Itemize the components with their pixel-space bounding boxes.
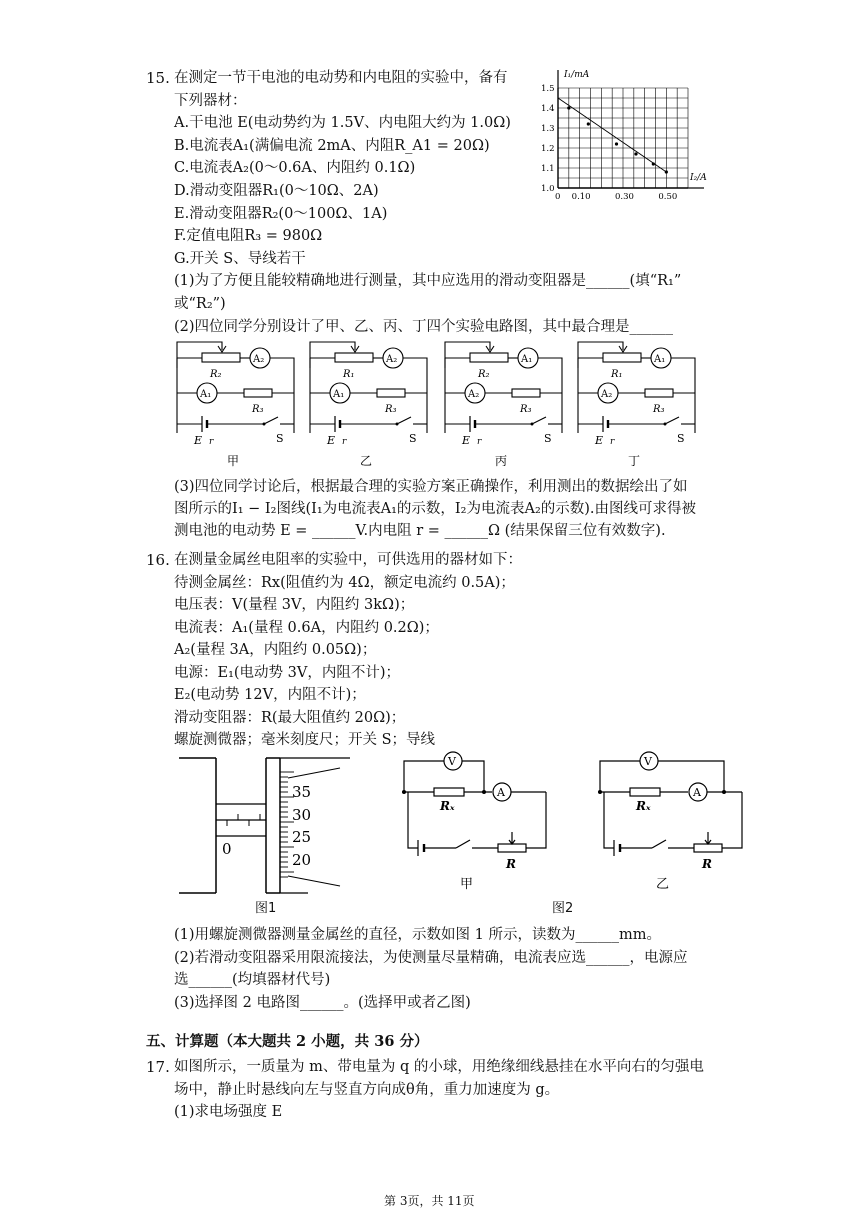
q15lines-line: D.滑动变阻器R₁(0～10Ω、2A)	[174, 183, 379, 199]
circuit-2	[440, 338, 575, 468]
r3-label: R₃	[385, 404, 397, 415]
data-point	[634, 152, 637, 155]
internal-r-label: r	[477, 437, 482, 447]
switch-blade	[665, 417, 679, 424]
q17lines-line: 场中，静止时悬线向左与竖直方向成θ角，重力加速度为 g。	[174, 1081, 560, 1098]
internal-r-label: r	[342, 437, 347, 447]
data-point	[652, 162, 655, 165]
q16-number: 16.	[146, 551, 170, 569]
q17lines-line: (1)求电场强度 E	[174, 1104, 283, 1120]
q15p3-line: (3)四位同学讨论后，根据最合理的实验方案正确操作，利用测出的数据绘出了如	[174, 479, 688, 495]
voltmeter-label: V	[448, 755, 456, 768]
wire	[526, 792, 546, 848]
ammeter-top-label: A₂	[386, 354, 398, 365]
y-tick-label: 1.3	[541, 124, 555, 134]
y-tick-label: 1.0	[541, 184, 555, 194]
y-tick-label: 1.1	[541, 164, 555, 174]
q15p3-line: 图所示的I₁ − I₂图线(I₁为电流表A₁的示数，I₂为电流表A₂的示数).由图线可求得被	[174, 501, 697, 517]
wire	[462, 761, 484, 792]
switch-pivot	[263, 423, 266, 426]
junction	[402, 790, 406, 794]
q16q-line: (2)若滑动变阻器采用限流接法，为使测量尽量精确，电流表应选______，电源应	[174, 949, 688, 966]
data-point	[615, 142, 618, 145]
wire	[403, 358, 427, 433]
wire	[445, 342, 490, 368]
emf-label: E	[194, 434, 203, 447]
switch-label: S	[677, 432, 685, 445]
q15lines-line: B.电流表A₁(满偏电流 2mA、内阻R_A1 = 20Ω)	[174, 137, 490, 154]
fig2-circuit-yi	[598, 752, 742, 892]
rheostat-label: R	[702, 857, 712, 871]
switch-label: S	[409, 432, 417, 445]
graph-xlabel: I₂/A	[690, 173, 707, 183]
switch-pivot	[531, 423, 534, 426]
thimble-20: 20	[292, 851, 312, 869]
switch-pivot	[664, 423, 667, 426]
circuit-caption: 乙	[360, 454, 373, 468]
fig2-caption: 图2	[552, 901, 574, 916]
switch-pivot	[396, 423, 399, 426]
wire	[722, 792, 742, 848]
rheostat	[470, 353, 508, 362]
data-point	[567, 106, 570, 109]
rheostat-label: R₂	[210, 369, 222, 380]
ammeter-label: A	[497, 786, 505, 799]
ammeter-mid-label: A₁	[333, 389, 345, 400]
y-tick-label: 1.5	[541, 84, 555, 94]
section-5-title: 五、计算题（本大题共 2 小题，共 36 分）	[146, 1033, 429, 1050]
q16q-line: (3)选择图 2 电路图______。(选择甲或者乙图)	[174, 994, 471, 1011]
circuit-caption: 甲	[460, 877, 474, 892]
x-tick-label: 0.50	[658, 192, 678, 202]
switch-blade	[456, 840, 470, 848]
q15lines-line: (1)为了方便且能较精确地进行测量，其中应选用的滑动变阻器是______(填“R₁”	[174, 273, 682, 290]
q16lines-line: E₂(电动势 12V，内阻不计)；	[174, 687, 366, 703]
ammeter-mid-label: A₁	[200, 389, 212, 400]
micrometer-figure	[178, 754, 350, 896]
q15lines-line: G.开关 S、导线若干	[174, 250, 306, 267]
q16lines-line: 电压表：V(量程 3V，内阻约 3kΩ)；	[174, 597, 415, 613]
rx-label: Rₓ	[636, 799, 651, 813]
q15lines-line: E.滑动变阻器R₂(0～100Ω、1A)	[174, 205, 388, 222]
q17-number: 17.	[146, 1058, 170, 1076]
x-tick-label: 0.10	[571, 192, 591, 202]
circuit-1	[305, 338, 440, 468]
r3-label: R₃	[653, 404, 665, 415]
rheostat-label: R₁	[343, 369, 355, 380]
q15lines-line: F.定值电阻R₃ = 980Ω	[174, 228, 323, 245]
circuit-caption: 丙	[495, 454, 508, 468]
ammeter-label: A	[693, 786, 701, 799]
emf-label: E	[327, 434, 336, 447]
fig1-caption: 图1	[255, 901, 277, 916]
q15lines-line: 在测定一节干电池的电动势和内电阻的实验中，备有	[174, 70, 508, 86]
circuit-caption: 乙	[656, 877, 670, 892]
rx-label: Rₓ	[440, 799, 455, 813]
q15lines-line: (2)四位同学分别设计了甲、乙、丙、丁四个实验电路图，其中最合理是______	[174, 318, 674, 335]
rheostat	[694, 844, 722, 852]
rheostat	[335, 353, 373, 362]
switch-blade	[652, 840, 666, 848]
wire	[177, 342, 222, 368]
voltmeter-label: V	[644, 755, 652, 768]
ammeter-mid-label: A₂	[601, 389, 613, 400]
switch-blade	[264, 417, 278, 424]
q15lines-line: 或“R₂”)	[174, 296, 226, 312]
page-footer: 第 3页，共 11页	[384, 1194, 475, 1208]
q16q-line: 选______(均填器材代号)	[174, 972, 331, 988]
q15lines-line: A.干电池 E(电动势约为 1.5V、内电阻大约为 1.0Ω)	[174, 115, 511, 132]
emf-label: E	[595, 434, 604, 447]
circuit-0	[172, 338, 307, 468]
ammeter-mid-label: A₂	[468, 389, 480, 400]
wire	[671, 358, 695, 433]
junction	[722, 790, 726, 794]
internal-r-label: r	[209, 437, 214, 447]
thimble-25: 25	[292, 828, 312, 846]
wire	[310, 342, 355, 368]
wire	[538, 358, 562, 433]
internal-r-label: r	[610, 437, 615, 447]
q15-number: 15.	[146, 69, 170, 87]
x-tick-label: 0.30	[615, 192, 634, 202]
switch-label: S	[544, 432, 552, 445]
q17lines-line: 如图所示，一质量为 m、带电量为 q 的小球，用绝缘细线悬挂在水平向右的匀强电	[174, 1059, 704, 1075]
junction	[598, 790, 602, 794]
q16lines-line: 电流表：A₁(量程 0.6A，内阻约 0.2Ω)；	[174, 619, 439, 636]
graph-grid	[541, 70, 704, 202]
r3-label: R₃	[252, 404, 264, 415]
thimble-35: 35	[292, 783, 312, 801]
q15lines-line: 下列器材：	[174, 92, 247, 109]
rheostat	[498, 844, 526, 852]
wire	[578, 342, 623, 368]
wire	[604, 798, 614, 848]
resistor-r3	[244, 389, 272, 397]
rheostat	[603, 353, 641, 362]
wire	[408, 798, 418, 848]
q16lines-line: 滑动变阻器：R(最大阻值约 20Ω)；	[174, 709, 406, 726]
wire	[600, 761, 640, 792]
circuit-caption: 丁	[628, 454, 641, 468]
rheostat-label: R	[506, 857, 516, 871]
q16lines-line: 待测金属丝：Rx(阻值约为 4Ω，额定电流约 0.5A)；	[174, 574, 515, 591]
graph-ylabel: I₁/mA	[564, 70, 590, 80]
rx-resistor	[630, 788, 660, 796]
q16lines-line: 电源：E₁(电动势 3V，内阻不计)；	[174, 664, 401, 681]
q16lines-line: A₂(量程 3A，内阻约 0.05Ω)；	[174, 642, 377, 658]
emf-label: E	[462, 434, 471, 447]
q16q-line: (1)用螺旋测微器测量金属丝的直径，示数如图 1 所示，读数为______mm。	[174, 927, 661, 943]
resistor-r3	[512, 389, 540, 397]
data-point	[587, 122, 590, 125]
wire	[404, 761, 444, 792]
switch-blade	[397, 417, 411, 424]
circuit-caption: 甲	[227, 454, 240, 468]
q16lines-line: 螺旋测微器；毫米刻度尺；开关 S；导线	[174, 732, 436, 748]
thimble-30: 30	[292, 806, 312, 824]
wire	[270, 358, 294, 433]
resistor-r3	[377, 389, 405, 397]
data-point	[665, 170, 668, 173]
switch-blade	[532, 417, 546, 424]
rheostat-label: R₁	[611, 369, 623, 380]
micrometer-zero: 0	[222, 840, 232, 858]
resistor-r3	[645, 389, 673, 397]
y-tick-label: 1.2	[541, 144, 555, 154]
x-tick-label: 0	[555, 192, 561, 202]
q15lines-line: C.电流表A₂(0～0.6A、内阻约 0.1Ω)	[174, 160, 416, 177]
junction	[482, 790, 486, 794]
q16lines-line: 在测量金属丝电阻率的实验中，可供选用的器材如下：	[174, 552, 522, 568]
i1-i2-graph	[538, 66, 718, 208]
ammeter-top-label: A₁	[521, 354, 533, 365]
ammeter-top-label: A₂	[253, 354, 265, 365]
y-tick-label: 1.4	[541, 104, 555, 114]
rheostat-label: R₂	[478, 369, 490, 380]
ammeter-top-label: A₁	[654, 354, 666, 365]
q15p3-line: 测电池的电动势 E = ______V.内电阻 r = ______Ω (结果保留三位有效数字).	[174, 523, 666, 539]
switch-label: S	[276, 432, 284, 445]
graph-marks	[558, 98, 668, 174]
fig2-circuits	[398, 748, 758, 898]
r3-label: R₃	[520, 404, 532, 415]
rx-resistor	[434, 788, 464, 796]
rheostat	[202, 353, 240, 362]
fig2-circuit-jia	[402, 752, 546, 892]
circuit-3	[573, 338, 708, 468]
